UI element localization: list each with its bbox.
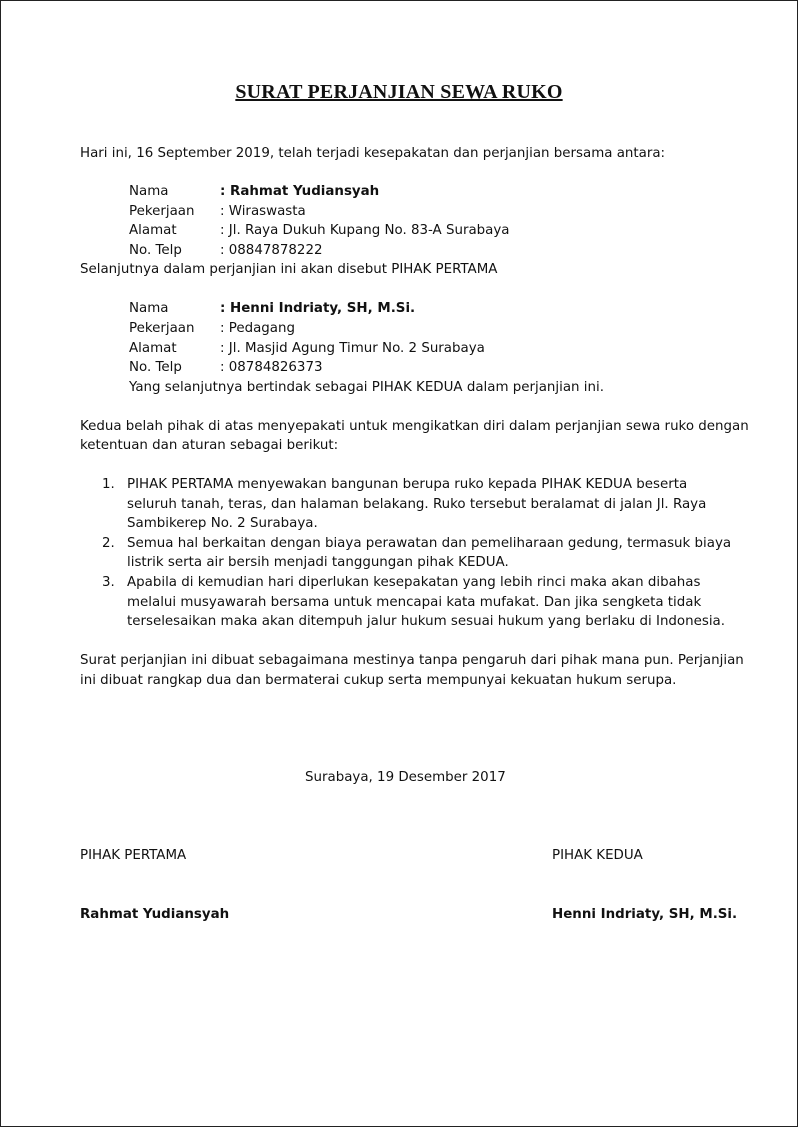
clause-3-line: terselesaikan maka akan ditempuh jalur hukum sesuai hukum yang berlaku di Indonesia. <box>127 614 726 629</box>
clause-1-line: seluruh tanah, teras, dan halaman belakang. Ruko tersebut beralamat di jalan Jl. Raya <box>127 497 707 512</box>
party2-job-value: : Pedagang <box>220 321 296 336</box>
signature-second-role: PIHAK KEDUA <box>552 848 643 863</box>
party1-phone-value: : 08847878222 <box>220 243 323 258</box>
party2-closing: Yang selanjutnya bertindak sebagai PIHAK KEDUA dalam perjanjian ini. <box>129 380 604 395</box>
agreement-intro-line-2: ketentuan dan aturan sebagai berikut: <box>80 438 339 453</box>
document-title: SURAT PERJANJIAN SEWA RUKO <box>235 81 563 103</box>
party1-name-value: : Rahmat Yudiansyah <box>220 184 380 199</box>
party1-address-value: : Jl. Raya Dukuh Kupang No. 83-A Surabaya <box>220 223 510 238</box>
party1-phone-label: No. Telp <box>129 243 182 258</box>
clause-2-number: 2. <box>102 536 115 551</box>
party2-name-value: : Henni Indriaty, SH, M.Si. <box>220 301 416 316</box>
clause-1-number: 1. <box>102 477 115 492</box>
party2-phone-label: No. Telp <box>129 360 182 375</box>
intro-text: Hari ini, 16 September 2019, telah terjadi kesepakatan dan perjanjian bersama antara: <box>80 146 666 161</box>
party1-job-label: Pekerjaan <box>129 204 195 219</box>
party2-phone-value: : 08784826373 <box>220 360 323 375</box>
party1-job-value: : Wiraswasta <box>220 204 306 219</box>
party2-address-value: : Jl. Masjid Agung Timur No. 2 Surabaya <box>220 341 485 356</box>
agreement-intro-line-1: Kedua belah pihak di atas menyepakati untuk mengikatkan diri dalam perjanjian sewa ruko dengan <box>80 419 749 434</box>
closing-paragraph-line-1: Surat perjanjian ini dibuat sebagaimana mestinya tanpa pengaruh dari pihak mana pun. Perjanjian <box>80 653 744 668</box>
signature-first-name: Rahmat Yudiansyah <box>80 907 230 922</box>
clause-3-number: 3. <box>102 575 115 590</box>
party2-name-label: Nama <box>129 301 169 316</box>
closing-paragraph-line-2: ini dibuat rangkap dua dan bermaterai cukup serta mempunyai kekuatan hukum serupa. <box>80 673 677 688</box>
signature-first-role: PIHAK PERTAMA <box>80 848 187 863</box>
place-date: Surabaya, 19 Desember 2017 <box>305 770 506 785</box>
party1-closing: Selanjutnya dalam perjanjian ini akan disebut PIHAK PERTAMA <box>80 262 498 277</box>
clause-2-line: Semua hal berkaitan dengan biaya perawatan dan pemeliharaan gedung, termasuk biaya <box>127 536 732 551</box>
signature-second-name: Henni Indriaty, SH, M.Si. <box>552 907 738 922</box>
party2-job-label: Pekerjaan <box>129 321 195 336</box>
clause-2-line: listrik serta air bersih menjadi tanggungan pihak KEDUA. <box>127 555 509 570</box>
party1-name-label: Nama <box>129 184 169 199</box>
party1-address-label: Alamat <box>129 223 177 238</box>
party2-address-label: Alamat <box>129 341 177 356</box>
clause-3-line: melalui musyawarah bersama untuk mencapai kata mufakat. Dan jika sengketa tidak <box>127 595 702 610</box>
clause-1-line: Sambikerep No. 2 Surabaya. <box>127 516 318 531</box>
clause-1-line: PIHAK PERTAMA menyewakan bangunan berupa ruko kepada PIHAK KEDUA beserta <box>127 477 688 492</box>
clause-3-line: Apabila di kemudian hari diperlukan kesepakatan yang lebih rinci maka akan dibahas <box>127 575 701 590</box>
